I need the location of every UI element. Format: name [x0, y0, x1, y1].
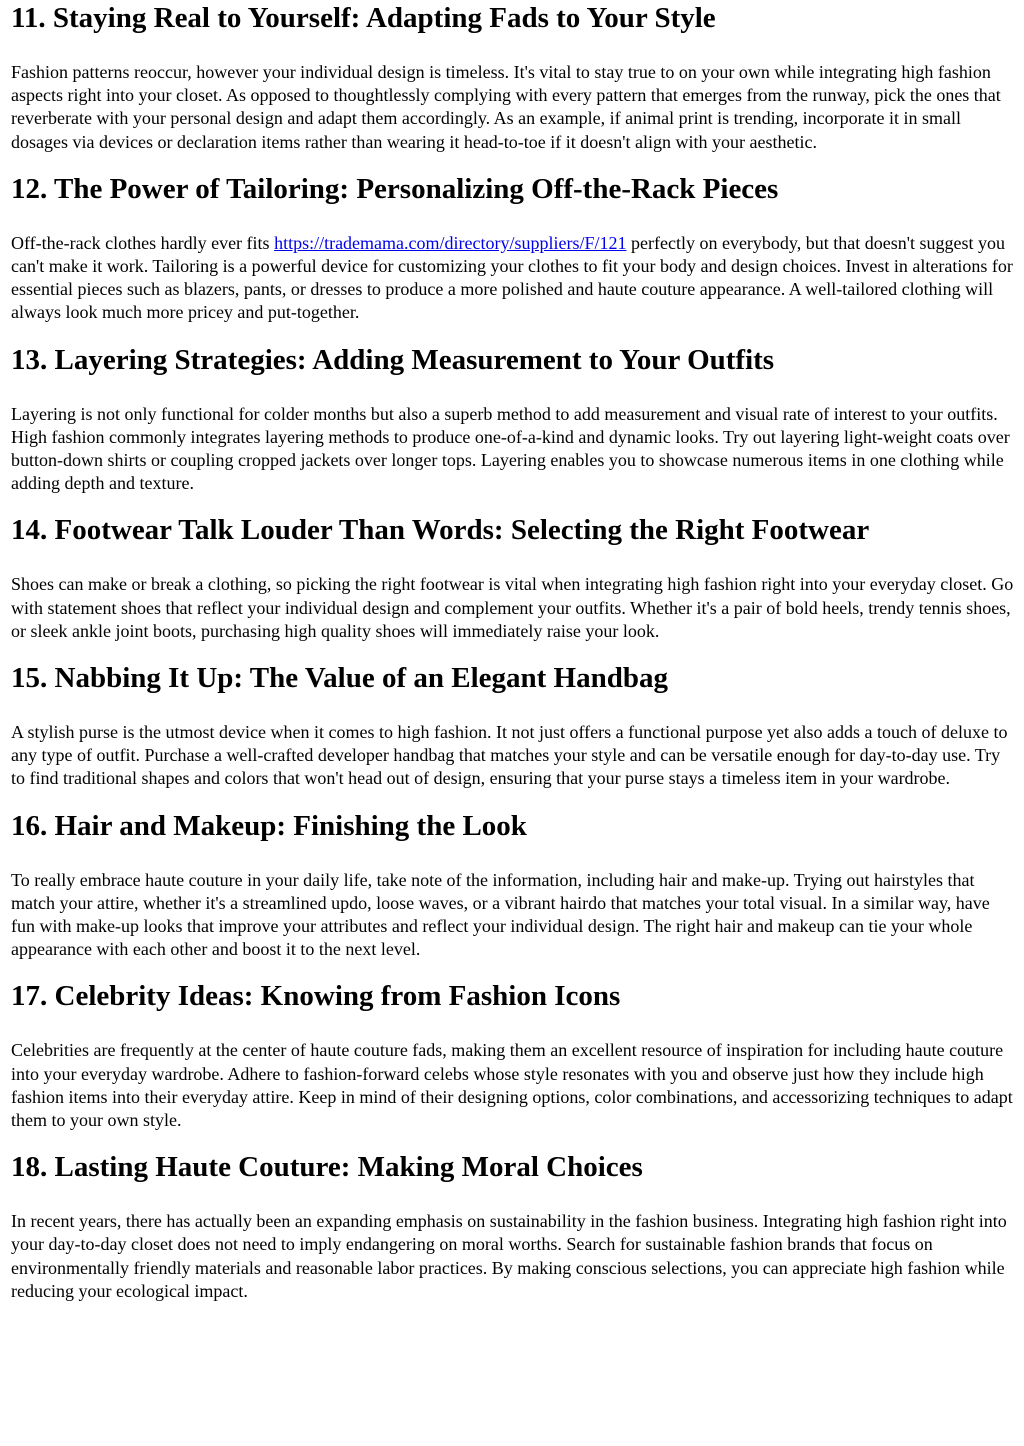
section-15 — [11, 660, 1014, 791]
paragraph-text-after-link: perfectly on everybody, but that doesn't suggest you can't make it work. Tailoring is a powerful device for customizing your clothes to fit your body and design choices. Invest in alterations for essential pieces such as blazers, pants, or dresses to produce a more polished and haute couture appearance. A well-tailored clothing will always look much more pricey and put-together. — [11, 232, 1013, 323]
section-heading: 12. The Power of Tailoring: Personalizing Off-the-Rack Pieces — [11, 172, 779, 205]
section-paragraph: A stylish purse is the utmost device when it comes to high fashion. It not just offers a functional purpose yet also adds a touch of deluxe to any type of outfit. Purchase a well-crafted developer handbag that matches your style and can be versatile enough for day-to-day use. Try to find traditional shapes and colors that won't head out of design, ensuring that your purse stays a timeless item in your wardrobe. — [11, 722, 1008, 789]
section-heading: 16. Hair and Makeup: Finishing the Look — [11, 809, 527, 842]
section-heading: 15. Nabbing It Up: The Value of an Elegant Handbag — [11, 662, 668, 695]
section-12 — [11, 171, 1014, 325]
section-paragraph: To really embrace haute couture in your daily life, take note of the information, including hair and make-up. Trying out hairstyles that match your attire, whether it's a streamlined updo, loose waves, or a vibrant hairdo that matches your total visual. In a similar way, have fun with make-up looks that improve your attributes and reflect your individual design. The right hair and makeup can tie your whole appearance with each other and boost it to the next level. — [11, 869, 990, 960]
section-17 — [11, 978, 1014, 1132]
section-paragraph: Fashion patterns reoccur, however your individual design is timeless. It's vital to stay true to on your own while integrating high fashion aspects right into your closet. As opposed to thoughtlessly complying with every pattern that emerges from the runway, pick the ones that reverberate with your personal design and adapt them accordingly. As an example, if animal print is trending, incorporate it in small dosages via devices or declaration items rather than wearing it head-to-toe if it doesn't align with your aesthetic. — [11, 62, 1001, 152]
section-paragraph: Celebrities are frequently at the center of haute couture fads, making them an excellent resource of inspiration for including haute couture into your everyday wardrobe. Adhere to fashion-forward celebs whose style resonates with you and observe just how they include high fashion items into their everyday attire. Keep in mind of their designing options, color combinations, and accessorizing techniques to adapt them to your own style. — [11, 1040, 1013, 1131]
section-13 — [11, 342, 1014, 496]
paragraph-text-before-link: Off-the-rack clothes hardly ever fits — [11, 232, 275, 253]
section-heading: 14. Footwear Talk Louder Than Words: Selecting the Right Footwear — [11, 514, 870, 547]
section-paragraph — [11, 232, 1014, 325]
section-heading: 17. Celebrity Ideas: Knowing from Fashion Icons — [11, 980, 621, 1013]
section-heading: 11. Staying Real to Yourself: Adapting Fads to Your Style — [11, 2, 716, 34]
section-paragraph: Shoes can make or break a clothing, so picking the right footwear is vital when integrating high fashion right into your everyday closet. Go with statement shoes that reflect your individual design and complement your outfits. Whether it's a pair of bold heels, trendy tennis shoes, or sleek ankle joint boots, purchasing high quality shoes will immediately raise your look. — [11, 574, 1014, 641]
section-paragraph: Layering is not only functional for colder months but also a superb method to add measurement and visual rate of interest to your outfits. High fashion commonly integrates layering methods to produce one-of-a-kind and dynamic looks. Try out layering light-weight coats over button-down shirts or coupling cropped jackets over longer tops. Layering enables you to showcase numerous items in one clothing while adding depth and texture. — [11, 403, 1010, 494]
section-heading: 18. Lasting Haute Couture: Making Moral Choices — [11, 1151, 643, 1184]
section-heading: 13. Layering Strategies: Adding Measurement to Your Outfits — [11, 343, 775, 376]
section-paragraph: In recent years, there has actually been an expanding emphasis on sustainability in the fashion business. Integrating high fashion right into your day-to-day closet does not need to imply endangering on moral worths. Search for sustainable fashion brands that focus on environmentally friendly materials and reasonable labor practices. By making conscious selections, you can appreciate high fashion while reducing your ecological impact. — [11, 1211, 1007, 1301]
section-14 — [11, 512, 1014, 643]
section-11 — [11, 0, 1014, 154]
supplier-directory-link[interactable]: https://trademama.com/directory/suppliers/F/121 — [274, 232, 627, 253]
section-18 — [11, 1149, 1014, 1303]
section-16 — [11, 808, 1014, 962]
